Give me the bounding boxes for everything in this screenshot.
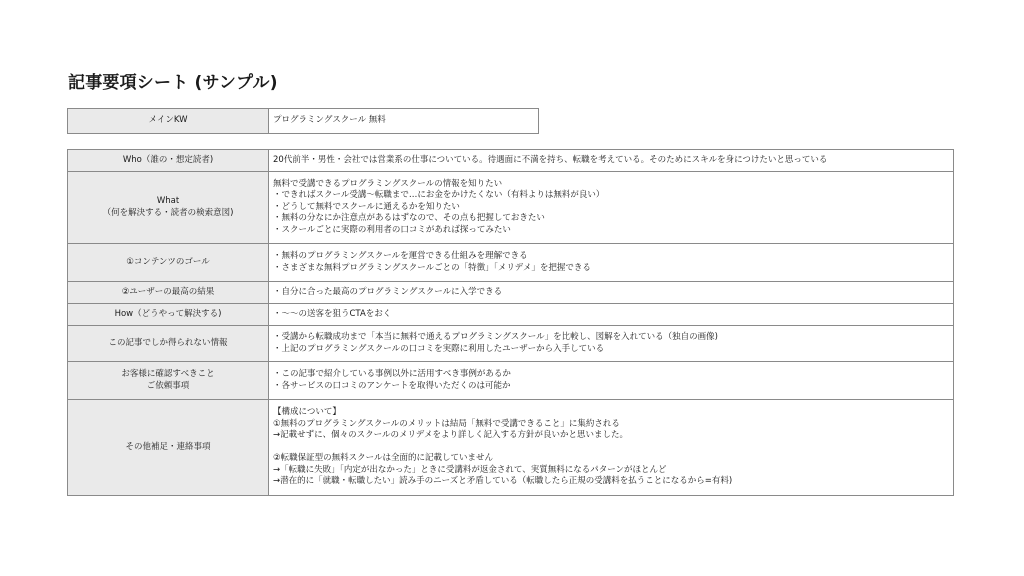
row-value-line: ②転職保証型の無料スクールは全面的に記載していません — [273, 453, 493, 464]
row-value[interactable] — [269, 362, 954, 400]
row-value-line: ・〜〜の送客を狙うCTAをおく — [273, 308, 392, 319]
row-value-line: 【構成について】 — [273, 406, 341, 417]
row-value[interactable] — [269, 150, 954, 172]
row-label-line: How（どうやって解決する) — [114, 308, 222, 319]
row-value[interactable] — [269, 304, 954, 326]
unique-info-row — [68, 326, 954, 362]
row-label — [68, 150, 269, 172]
client-confirm-row — [68, 362, 954, 400]
row-label-line: ②ユーザーの最高の結果 — [121, 286, 215, 297]
row-value-line: ・無料のプログラミングスクールを運営できる仕組みを理解できる — [273, 250, 528, 261]
page-title: 記事要項シート (サンプル) — [68, 73, 278, 93]
row-value-line: ・この記事で紹介している事例以外に活用すべき事例があるか — [273, 368, 511, 379]
row-label-line: What — [156, 195, 180, 206]
row-label — [68, 400, 269, 496]
row-value-line: 20代前半・男性・会社では営業系の仕事についている。待遇面に不満を持ち、転職を考えている。そのためにスキルを身につけたいと思っている — [273, 154, 828, 165]
requirements-table — [67, 149, 954, 496]
row-value-line: ①無料のプログラミングスクールのメリットは結局「無料で受講できること」に集約される — [273, 418, 620, 429]
row-value[interactable] — [269, 400, 954, 496]
row-value-line: ・スクールごとに実際の利用者の口コミがあれば探ってみたい — [273, 224, 511, 235]
row-value-line: ・できればスクール受講〜転職まで…にお金をかけたくない（有料よりは無料が良い） — [273, 190, 605, 201]
blank-line — [273, 442, 949, 454]
main-kw-label: メインKW — [68, 109, 269, 134]
row-value[interactable] — [269, 282, 954, 304]
who-row — [68, 150, 954, 172]
row-value-line: ・各サービスの口コミのアンケートを取得いただくのは可能か — [273, 380, 511, 391]
row-label-line: ①コンテンツのゴール — [126, 256, 210, 267]
row-value-line: →潜在的に「就職・転職したい」読み手のニーズと矛盾している（転職したら正規の受講料を払うことになるから=有料) — [273, 476, 733, 487]
row-label — [68, 304, 269, 326]
how-row — [68, 304, 954, 326]
requirements-table-body — [68, 150, 954, 496]
row-value-line: →記載せずに、個々のスクールのメリデメをより詳しく記入する方針が良いかと思いました。 — [273, 430, 628, 441]
row-label — [68, 326, 269, 362]
what-row — [68, 172, 954, 244]
row-label-line: この記事でしか得られない情報 — [108, 337, 228, 348]
main-kw-value[interactable]: プログラミングスクール 無料 — [269, 109, 539, 134]
row-value[interactable] — [269, 326, 954, 362]
row-value-line: ・無料の分なにか注意点があるはずなので、その点も把握しておきたい — [273, 213, 545, 224]
row-value-line: ・受講から転職成功まで「本当に無料で通えるプログラミングスクール」を比較し、図解を入れている（独自の画像) — [273, 331, 718, 342]
main-kw-row — [68, 109, 539, 134]
row-label — [68, 282, 269, 304]
row-label-line: ご依頼事項 — [146, 380, 190, 391]
row-value-line: ・どうして無料でスクールに通えるかを知りたい — [273, 201, 460, 212]
row-value-line: 無料で受講できるプログラミングスクールの情報を知りたい — [273, 178, 503, 189]
row-label — [68, 244, 269, 282]
row-value[interactable] — [269, 172, 954, 244]
row-value-line: ・自分に合った最高のプログラミングスクールに入学できる — [273, 286, 503, 297]
row-label-line: お客様に確認すべきこと — [121, 368, 215, 379]
user-best-result-row — [68, 282, 954, 304]
row-label-line: Who（誰の・想定読者) — [122, 154, 214, 165]
row-label-line: その他補足・連絡事項 — [125, 441, 211, 452]
other-notes-row — [68, 400, 954, 496]
row-label-line: （何を解決する・読者の検索意図) — [102, 207, 234, 218]
main-kw-table — [67, 108, 539, 134]
content-goal-row — [68, 244, 954, 282]
row-value-line: ・上記のプログラミングスクールの口コミを実際に利用したユーザーから入手している — [273, 343, 605, 354]
row-value[interactable] — [269, 244, 954, 282]
row-label — [68, 362, 269, 400]
row-value-line: →「転職に失敗」「内定が出なかった」ときに受講料が返金されて、実質無料になるパターンがほとんど — [273, 464, 667, 475]
row-value-line: ・さまざまな無料プログラミングスクールごとの「特徴」「メリデメ」を把握できる — [273, 262, 591, 273]
row-label — [68, 172, 269, 244]
